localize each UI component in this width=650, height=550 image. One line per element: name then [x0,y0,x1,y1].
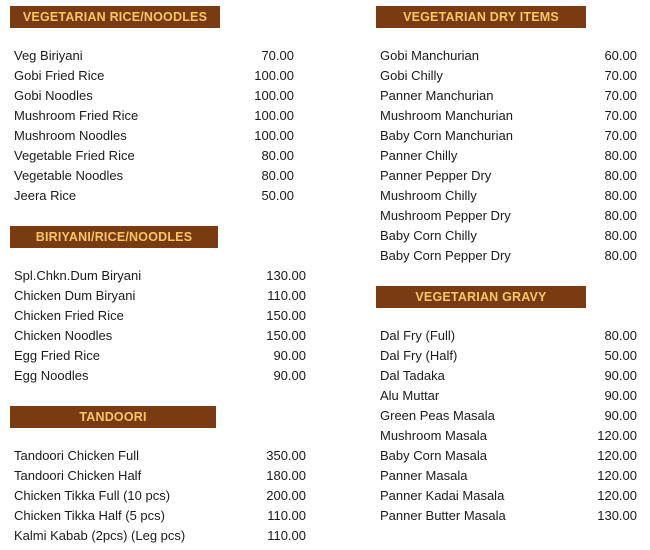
menu-item [380,486,642,506]
menu-item [380,326,642,346]
item-price: 80.00 [604,188,637,203]
item-name: Kalmi Kabab (2pcs) (Leg pcs) [14,528,186,543]
item-price: 150.00 [266,308,306,323]
item-price: 70.00 [261,48,294,63]
menu-list [380,326,642,526]
item-price: 100.00 [254,68,294,83]
item-name: Baby Corn Masala [380,448,487,463]
menu-item [380,186,642,206]
item-name: Panner Manchurian [380,88,494,103]
item-name: Chicken Tikka Full (10 pcs) [14,488,171,503]
item-name: Panner Kadai Masala [380,488,505,503]
item-name: Mushroom Chilly [380,188,477,203]
menu-item [14,346,314,366]
item-price: 120.00 [597,448,637,463]
item-price: 80.00 [604,148,637,163]
item-price: 110.00 [267,508,306,523]
item-name: Chicken Dum Biryani [14,288,136,303]
item-price: 130.00 [266,268,306,283]
item-price: 50.00 [604,348,637,363]
menu-item [380,246,642,266]
item-price: 90.00 [273,348,306,363]
item-price: 80.00 [604,248,637,263]
item-name: Egg Fried Rice [14,348,100,363]
item-price: 100.00 [254,128,294,143]
menu-item [14,366,314,386]
item-price: 80.00 [261,148,294,163]
item-name: Mushroom Masala [380,428,487,443]
item-name: Alu Muttar [380,388,440,403]
item-price: 100.00 [254,88,294,103]
menu-item [14,526,314,546]
menu-item [380,226,642,246]
menu-item [380,106,642,126]
item-price: 180.00 [266,468,306,483]
item-price: 120.00 [597,428,637,443]
item-name: Veg Biriyani [14,48,83,63]
item-price: 120.00 [597,468,637,483]
item-name: Jeera Rice [14,188,77,203]
menu-item [380,406,642,426]
menu-list [14,266,314,386]
item-price: 80.00 [261,168,294,183]
item-name: Gobi Manchurian [380,48,479,63]
menu-item [380,86,642,106]
menu-item [14,326,314,346]
item-name: Gobi Chilly [380,68,443,83]
menu-item [380,506,642,526]
item-name: Baby Corn Pepper Dry [380,248,511,263]
menu-item [380,166,642,186]
menu-item [14,306,314,326]
menu-item [14,146,294,166]
item-name: Vegetable Fried Rice [14,148,135,163]
item-name: Spl.Chkn.Dum Biryani [14,268,142,283]
menu-item [14,446,314,466]
menu-item [380,206,642,226]
item-price: 70.00 [604,108,637,123]
menu-item [14,86,294,106]
menu-item [14,66,294,86]
menu-item [14,106,294,126]
item-price: 100.00 [254,108,294,123]
item-price: 60.00 [604,48,637,63]
menu-item [380,46,642,66]
item-price: 80.00 [604,328,637,343]
item-name: Gobi Fried Rice [14,68,105,83]
item-name: Panner Pepper Dry [380,168,492,183]
item-price: 130.00 [597,508,637,523]
item-name: Chicken Fried Rice [14,308,124,323]
item-name: Panner Chilly [380,148,458,163]
item-price: 120.00 [597,488,637,503]
menu-list [14,46,294,206]
item-price: 50.00 [261,188,294,203]
menu-item [380,146,642,166]
menu-item [14,506,314,526]
menu-item [14,486,314,506]
section-title: VEGETARIAN GRAVY [376,286,586,308]
item-name: Vegetable Noodles [14,168,124,183]
menu-list [380,46,642,266]
menu-list [14,446,314,546]
item-price: 80.00 [604,208,637,223]
menu-item [14,166,294,186]
section-title: VEGETARIAN DRY ITEMS [376,6,586,28]
menu-item [14,186,294,206]
menu-item [380,446,642,466]
menu-item [14,46,294,66]
item-price: 90.00 [604,388,637,403]
item-price: 150.00 [266,328,306,343]
item-name: Baby Corn Manchurian [380,128,513,143]
section-title: VEGETARIAN RICE/NOODLES [10,6,220,28]
item-price: 110.00 [267,528,306,543]
menu-item [14,266,314,286]
menu-item [380,66,642,86]
item-name: Egg Noodles [14,368,89,383]
item-price: 90.00 [604,408,637,423]
item-price: 200.00 [266,488,306,503]
item-name: Mushroom Pepper Dry [380,208,511,223]
item-name: Dal Fry (Half) [380,348,458,363]
item-price: 110.00 [267,288,306,303]
menu-item [14,286,314,306]
section-title: BIRIYANI/RICE/NOODLES [10,226,218,248]
item-price: 80.00 [604,228,637,243]
item-name: Dal Tadaka [380,368,445,383]
menu-item [380,466,642,486]
item-name: Panner Butter Masala [380,508,506,523]
item-name: Panner Masala [380,468,468,483]
item-price: 90.00 [273,368,306,383]
menu-item [380,346,642,366]
item-name: Chicken Tikka Half (5 pcs) [14,508,165,523]
item-price: 80.00 [604,168,637,183]
menu-item [380,366,642,386]
item-name: Tandoori Chicken Full [14,448,140,463]
menu-item [380,386,642,406]
menu-item [380,126,642,146]
item-name: Mushroom Noodles [14,128,127,143]
item-price: 350.00 [266,448,306,463]
item-name: Chicken Noodles [14,328,113,343]
item-price: 70.00 [604,88,637,103]
item-name: Mushroom Fried Rice [14,108,139,123]
item-name: Baby Corn Chilly [380,228,477,243]
section-title: TANDOORI [10,406,216,428]
item-price: 70.00 [604,68,637,83]
menu-item [14,126,294,146]
menu-item [380,426,642,446]
item-price: 90.00 [604,368,637,383]
item-name: Mushroom Manchurian [380,108,513,123]
item-name: Dal Fry (Full) [380,328,456,343]
item-name: Gobi Noodles [14,88,93,103]
item-name: Green Peas Masala [380,408,495,423]
menu-item [14,466,314,486]
item-price: 70.00 [604,128,637,143]
item-name: Tandoori Chicken Half [14,468,142,483]
